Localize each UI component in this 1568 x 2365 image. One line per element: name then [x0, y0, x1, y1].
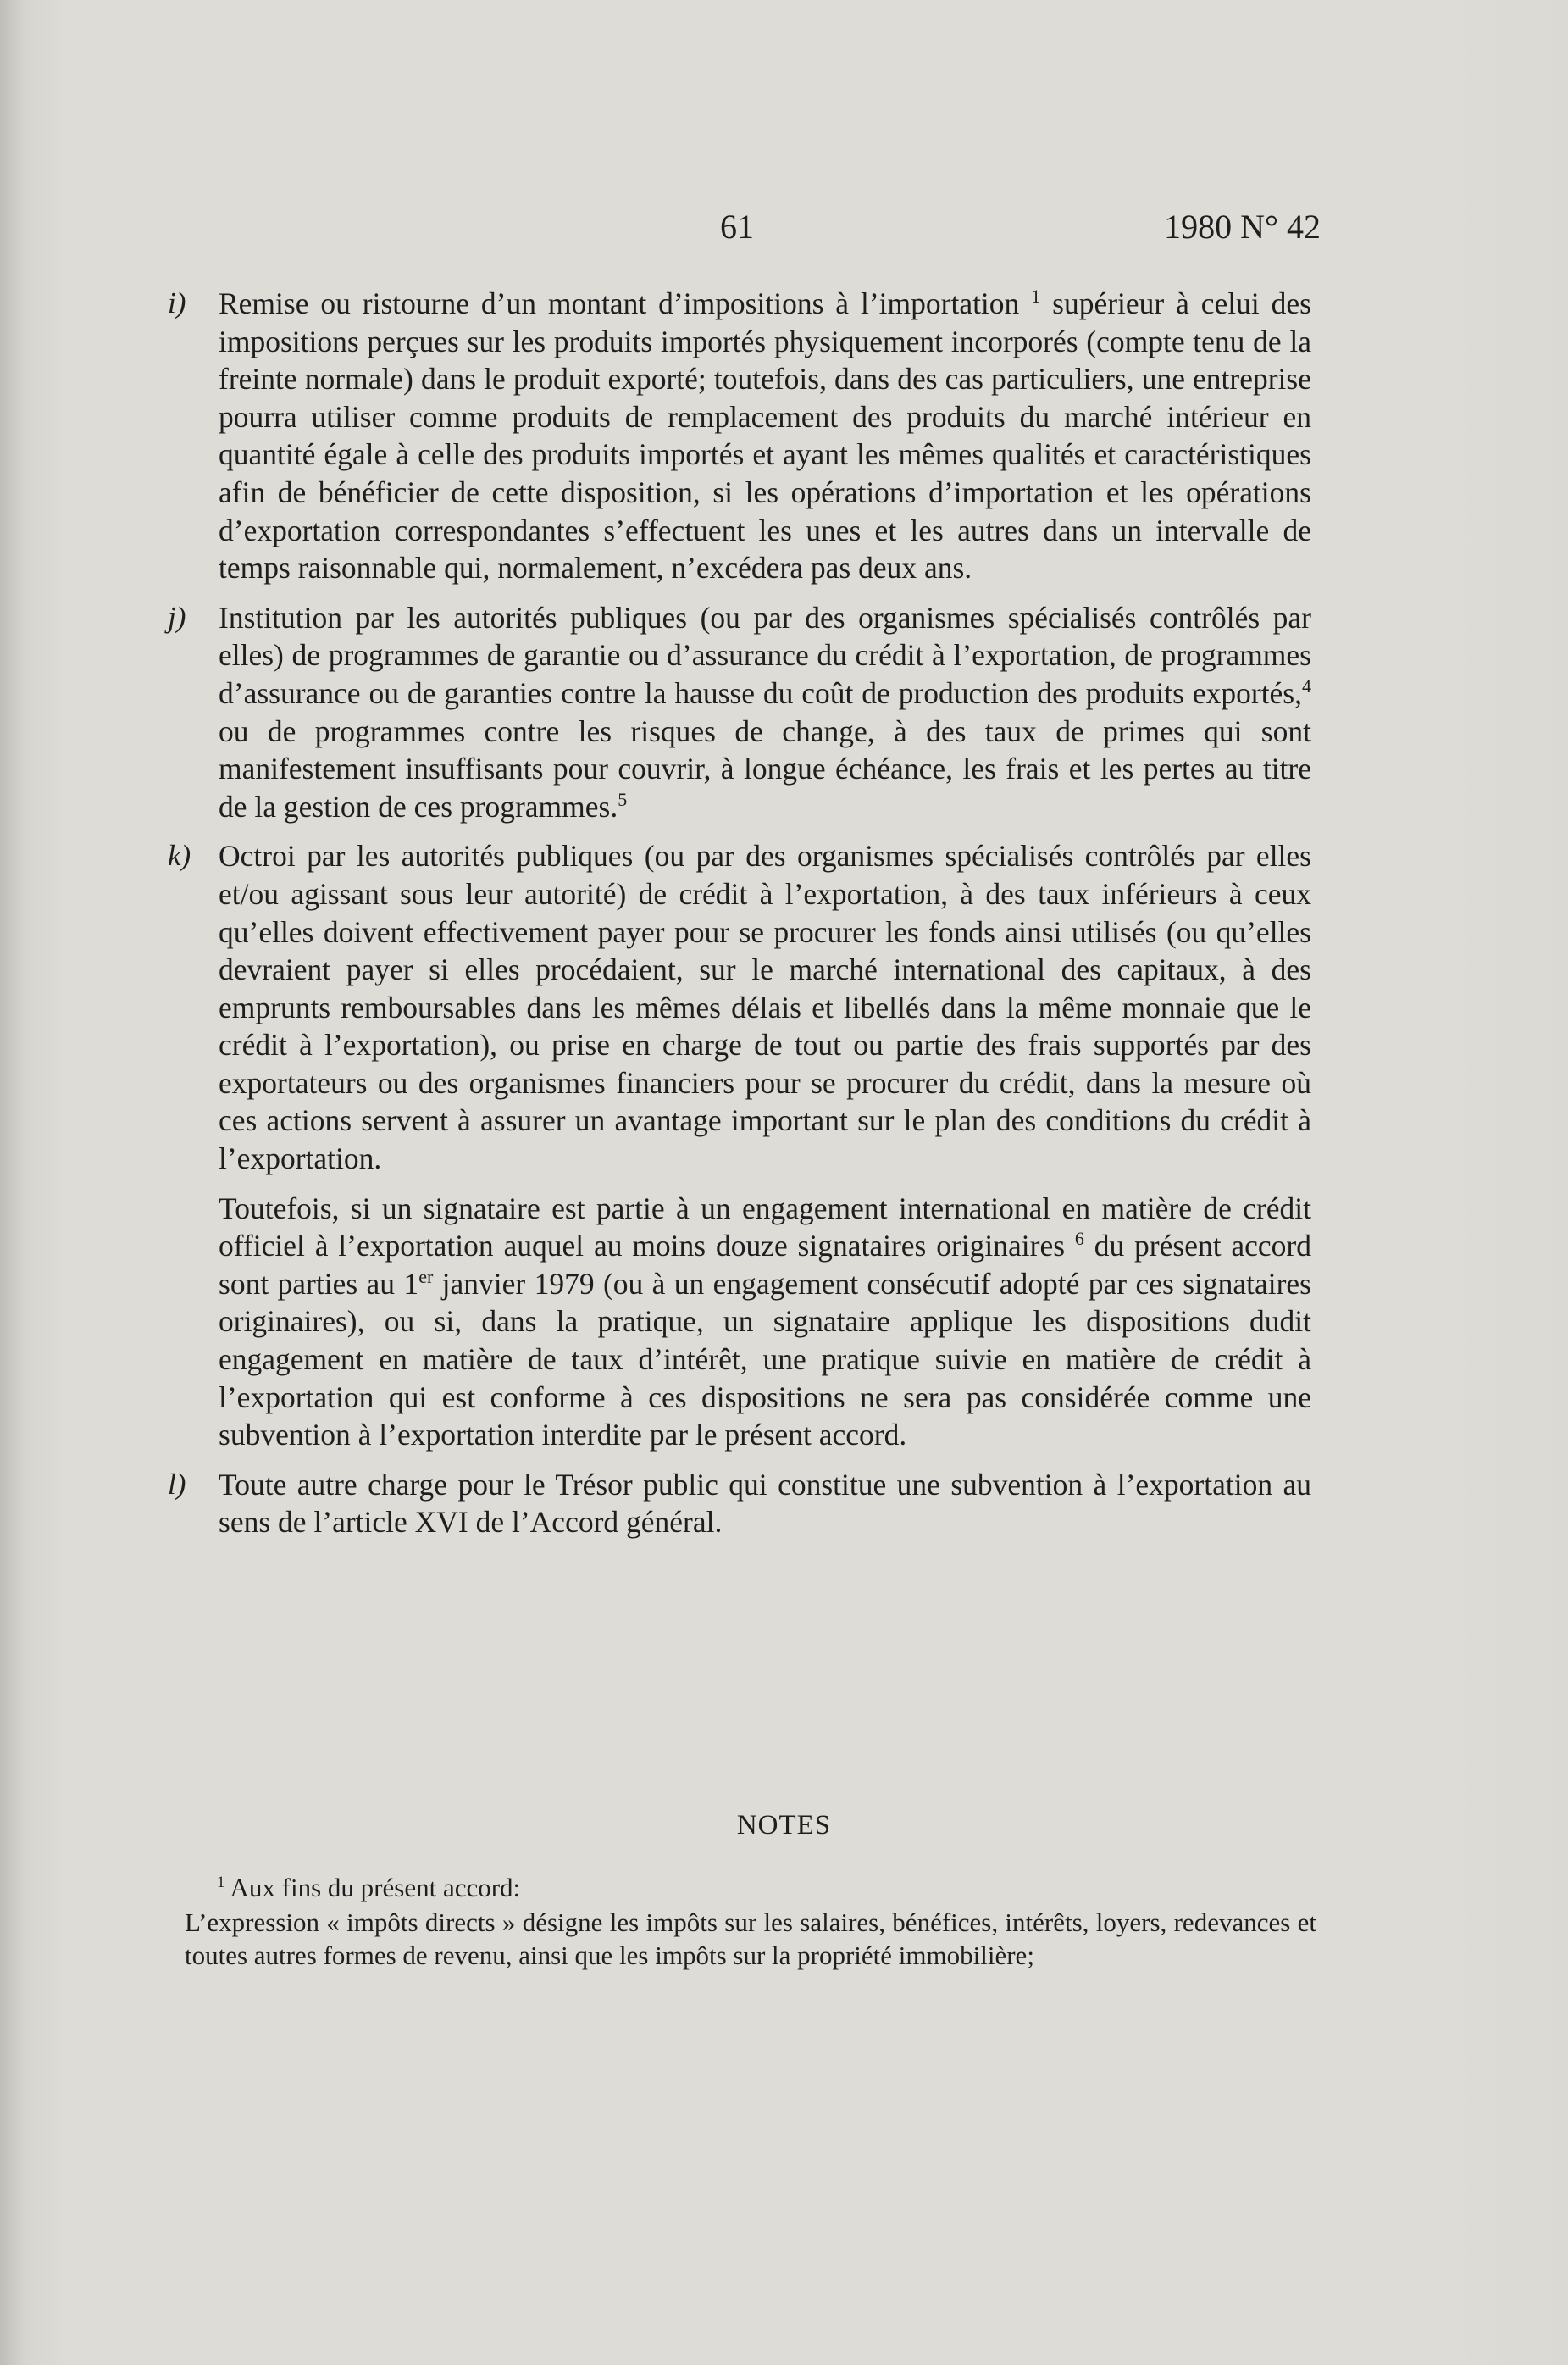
footnote-1 [185, 1871, 1316, 1904]
item-label: l) [168, 1467, 186, 1501]
footnote-reference: er [418, 1265, 434, 1287]
page-number: 61 [720, 208, 754, 246]
item-label: j) [168, 600, 186, 634]
document-reference: 1980 N° 42 [1164, 208, 1321, 246]
footnote-reference: 5 [618, 788, 628, 810]
item-l [168, 1466, 1311, 1541]
item-label: i) [168, 286, 186, 319]
footnote-intro: Aux fins du présent accord: [230, 1873, 521, 1902]
item-text: Toute autre charge pour le Trésor public qui constitue une subvention à l’exportation au sens de l’article XVI de l’Accord général. [219, 1467, 1311, 1540]
item-i [168, 285, 1312, 587]
page-header [0, 207, 1568, 249]
footnote-paragraph: L’expression « impôts directs » désigne les impôts sur les salaires, bénéfices, intérêts, loyers, redevances et toutes autres formes de revenu, ainsi que les impôts sur la propriété immobilière; [185, 1907, 1316, 1970]
footnote-reference: 6 [1074, 1228, 1084, 1250]
footnote-reference: 4 [1302, 675, 1311, 697]
footnotes [185, 1871, 1316, 1972]
item-text: Octroi par les autorités publiques (ou par des organismes spécialisés contrôlés par elles et/ou agissant sous leur autorité) de crédit à l’exportation, à des taux inférieurs à ceux qu’elles doivent effectivement payer pour se procurer les fonds ainsi utilisés (ou qu’elles devraient payer si elles procédaient, sur le marché international des capitaux, à des emprunts remboursables dans les mêmes délais et libellés dans la même monnaie que le crédit à l’exportation), ou prise en charge de tout ou partie des frais supportés par des exportateurs ou des organismes financiers pour se procurer du crédit, dans la mesure où ces actions servent à assurer un avantage important sur le plan des conditions du crédit à l’exportation. [219, 839, 1311, 1176]
item-k [168, 837, 1311, 1177]
item-label: k) [168, 839, 191, 873]
footnote-marker: 1 [217, 1874, 225, 1891]
toutefois-paragraph: Toutefois, si un signataire est partie à un engagement international en matière de crédit officiel à l’exportation auquel au moins douze signataires originaires $^6$ du présent accord sont parties au 1er janvier 1979 (ou à un engagement consécutif adopté par ces signataires originaires), ou si, dans la pratique, un signataire applique les dispositions dudit engagement en matière de taux d’intérêt, une pratique suivie en matière de crédit à l’exportation qui est conforme à ces dispositions ne sera pas considérée comme une subvention à l’exportation interdite par le présent accord. [219, 1191, 1312, 1452]
item-text: Remise ou ristourne d’un montant d’impositions à l’importation $^1$ supérieur à celui des impositions perçues sur les produits importés physiquement incorporés (compte tenu de la freinte normale) dans le produit exporté; toutefois, dans des cas particuliers, une entreprise pourra utiliser comme produits de remplacement des produits du marché intérieur en quantité égale à celle des produits importés et ayant les mêmes qualités et caractéristiques afin de bénéficier de cette disposition, si les opérations d’importation et les opérations d’exportation correspondantes s’effectuent les unes et les autres dans un intervalle de temps raisonnable qui, normalement, n’excédera pas deux ans. [219, 286, 1312, 586]
item-j [168, 599, 1311, 826]
notes-heading: NOTES [736, 1810, 832, 1840]
item-text: Institution par les autorités publiques (ou par des organismes spécialisés contrôlés par elles) de programmes de garantie ou d’assurance du crédit à l’exportation, de programmes d’assurance ou de garanties contre la hausse du coût de production des produits exportés,$^4$ ou de programmes contre les risques de change, à des taux de primes qui sont manifestement insuffisants pour couvrir, à longue échéance, les frais et les pertes au titre de la gestion de ces programmes.$^5$ [219, 600, 1311, 824]
body-text [168, 285, 1312, 1553]
footnote-reference: 1 [1031, 286, 1041, 307]
